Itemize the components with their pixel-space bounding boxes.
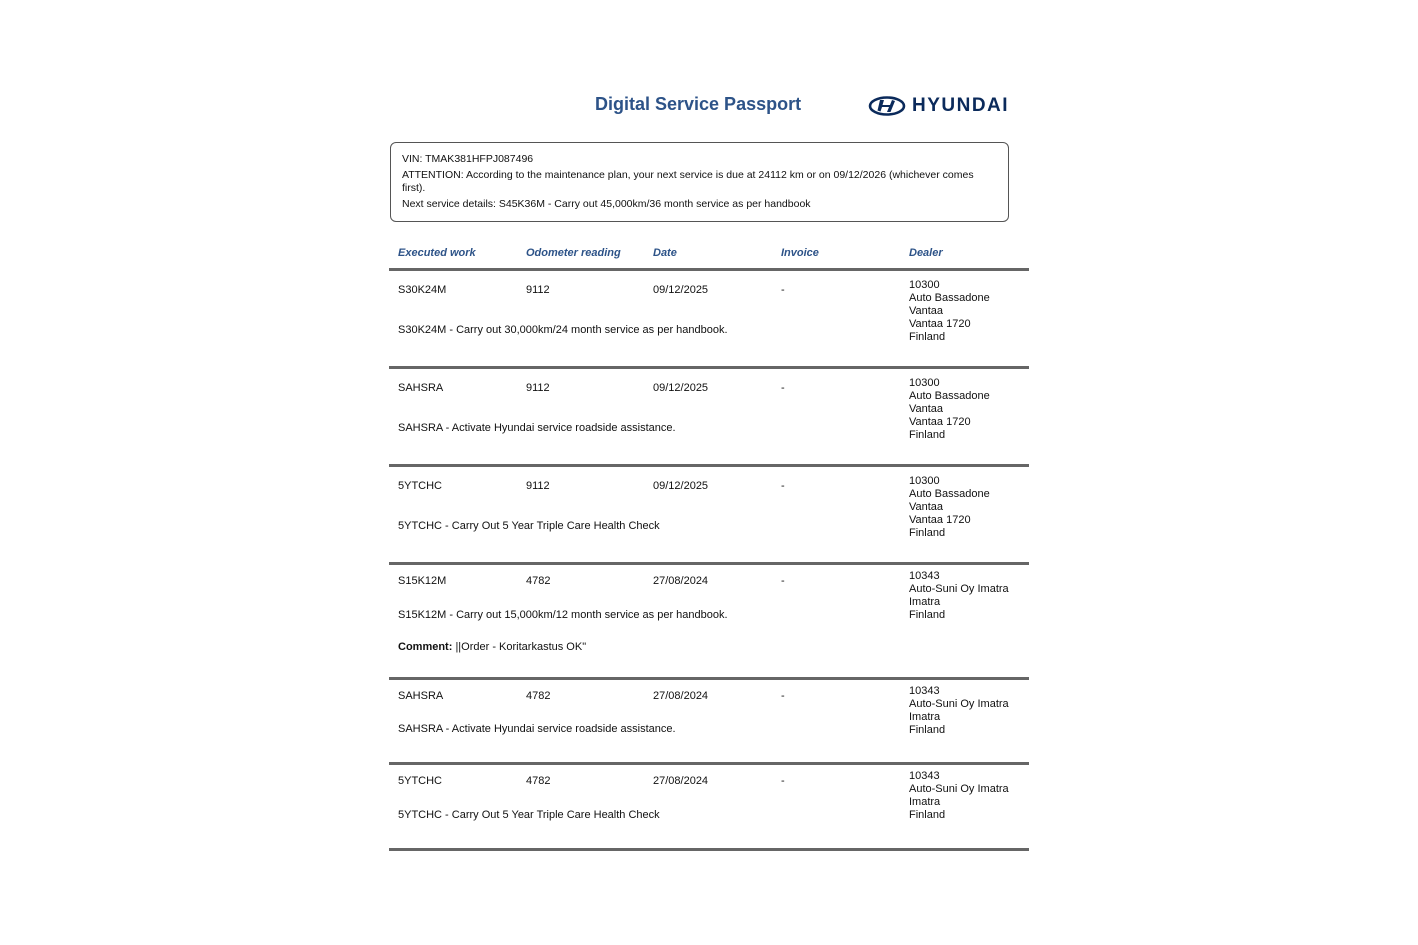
dealer-line: Vantaa — [909, 305, 944, 317]
invoice: - — [781, 480, 785, 492]
comment-text: ||Order - Koritarkastus OK" — [455, 641, 587, 653]
dealer-line: Auto-Suni Oy Imatra — [909, 698, 1009, 710]
col-date: Date — [653, 247, 677, 259]
invoice: - — [781, 690, 785, 702]
work-description: 5YTCHC - Carry Out 5 Year Triple Care Health Check — [398, 809, 660, 821]
dealer-line: Auto Bassadone — [909, 292, 990, 304]
dealer-line: Auto Bassadone — [909, 390, 990, 402]
date: 27/08/2024 — [653, 775, 709, 787]
dealer-line: Vantaa 1720 — [909, 514, 971, 526]
invoice: - — [781, 775, 785, 787]
dealer-line: Auto-Suni Oy Imatra — [909, 783, 1009, 795]
hyundai-logo — [868, 95, 1009, 117]
col-invoice: Invoice — [781, 247, 819, 259]
dealer-line: 10300 — [909, 279, 940, 291]
dealer-info — [909, 279, 990, 344]
dealer-line: Finland — [909, 809, 946, 821]
row-divider — [389, 268, 1029, 271]
dealer-info — [909, 685, 1009, 737]
row-divider — [389, 762, 1029, 765]
dealer-line: Imatra — [909, 596, 941, 608]
dealer-line: Vantaa 1720 — [909, 318, 971, 330]
page-title: Digital Service Passport — [595, 94, 802, 114]
work-description: 5YTCHC - Carry Out 5 Year Triple Care Health Check — [398, 520, 660, 532]
vin: VIN: TMAK381HFPJ087496 — [402, 153, 534, 165]
dealer-line: 10343 — [909, 770, 940, 782]
col-odometer: Odometer reading — [526, 247, 621, 259]
brand-name: HYUNDAI — [912, 95, 1010, 116]
dealer-line: Finland — [909, 609, 946, 621]
date: 09/12/2025 — [653, 382, 709, 394]
col-dealer: Dealer — [909, 247, 943, 259]
invoice: - — [781, 382, 785, 394]
dealer-info — [909, 770, 1009, 822]
comment — [398, 641, 586, 653]
dealer-line: Imatra — [909, 711, 941, 723]
dealer-info — [909, 377, 990, 442]
dealer-line: 10300 — [909, 377, 940, 389]
invoice: - — [781, 284, 785, 296]
dealer-line: 10343 — [909, 685, 940, 697]
invoice: - — [781, 575, 785, 587]
comment-label: Comment: — [398, 641, 453, 653]
date: 27/08/2024 — [653, 575, 709, 587]
vehicle-info-box — [390, 142, 1009, 222]
odometer: 9112 — [526, 284, 550, 296]
dealer-line: Finland — [909, 527, 946, 539]
row-divider — [389, 562, 1029, 565]
odometer: 9112 — [526, 480, 550, 492]
row-divider — [389, 464, 1029, 467]
work-code: 5YTCHC — [398, 480, 443, 492]
dealer-info — [909, 475, 990, 540]
next-service-details: Next service details: S45K36M - Carry out 45,000km/36 month service as per handbook — [402, 197, 811, 210]
work-description: SAHSRA - Activate Hyundai service roadside assistance. — [398, 422, 676, 434]
date: 09/12/2025 — [653, 480, 709, 492]
work-code: 5YTCHC — [398, 775, 443, 787]
row-divider — [389, 677, 1029, 680]
col-executed-work: Executed work — [398, 247, 476, 259]
work-code: S30K24M — [398, 284, 447, 296]
work-description: S15K12M - Carry out 15,000km/12 month service as per handbook. — [398, 609, 728, 621]
work-code: SAHSRA — [398, 690, 444, 702]
dealer-line: Auto-Suni Oy Imatra — [909, 583, 1009, 595]
dealer-line: 10300 — [909, 475, 940, 487]
dealer-line: 10343 — [909, 570, 940, 582]
work-description: S30K24M - Carry out 30,000km/24 month service as per handbook. — [398, 324, 728, 336]
row-divider — [389, 848, 1029, 851]
date: 09/12/2025 — [653, 284, 709, 296]
hyundai-emblem-icon — [868, 96, 906, 116]
dealer-info — [909, 570, 1009, 622]
work-code: SAHSRA — [398, 382, 444, 394]
odometer: 4782 — [526, 775, 551, 787]
odometer: 9112 — [526, 382, 550, 394]
attention-notice: ATTENTION: According to the maintenance plan, your next service is due at 24112 km or on 09/12/2026 (whichever comes first). — [402, 168, 974, 194]
work-description: SAHSRA - Activate Hyundai service roadside assistance. — [398, 723, 676, 735]
work-code: S15K12M — [398, 575, 447, 587]
dealer-line: Finland — [909, 331, 946, 343]
odometer: 4782 — [526, 690, 551, 702]
odometer: 4782 — [526, 575, 551, 587]
date: 27/08/2024 — [653, 690, 709, 702]
dealer-line: Auto Bassadone — [909, 488, 990, 500]
dealer-line: Vantaa — [909, 403, 944, 415]
dealer-line: Finland — [909, 429, 946, 441]
dealer-line: Imatra — [909, 796, 941, 808]
row-divider — [389, 366, 1029, 369]
dealer-line: Vantaa 1720 — [909, 416, 971, 428]
dealer-line: Vantaa — [909, 501, 944, 513]
dealer-line: Finland — [909, 724, 946, 736]
